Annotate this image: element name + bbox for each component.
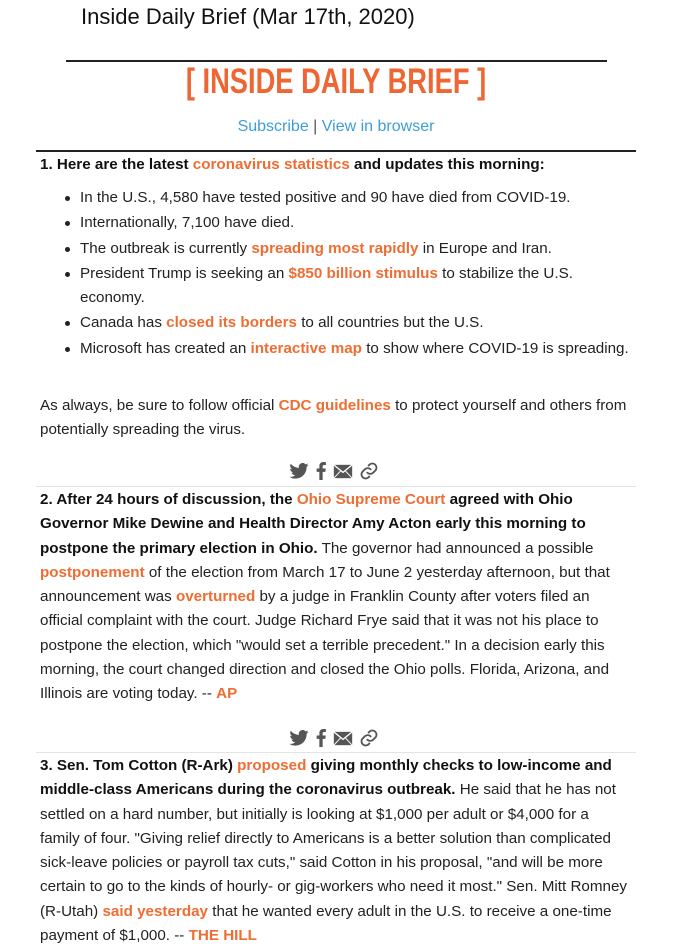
story-1-closing: As always, be sure to follow official CDC guidelines to protect yourself and others from potentially spreading the virus. [40,397,627,439]
list-item: Internationally, 7,100 have died. [80,211,635,235]
list-item: President Trump is seeking an $850 billion stimulus to stabilize the U.S. economy. [80,262,635,311]
closed-borders-link[interactable]: closed its borders [166,314,297,332]
stimulus-link[interactable]: $850 billion stimulus [288,264,438,282]
story-2: 2. After 24 hours of discussion, the Ohio Supreme Court agreed with Ohio Governor Mike Dewine and Health Director Amy Acton early this morning to postpone the primary election in Ohio. The governor had announced a possible postponement of the election from March 17 to June 2 yesterday afternoon, but that announcement was overturned by a judge in Franklin County after voters filed an official complaint with the court. Judge Richard Frye said that it was not his place to postpone the election, which "would set a terrible precedent." In a decision early this morning, the court changed direction and closed the Ohio polls. Florida, Arizona, and Illinois are voting today. -- AP [40,491,610,703]
facebook-icon[interactable] [315,462,327,480]
facebook-icon[interactable] [315,729,327,747]
cdc-guidelines-link[interactable]: CDC guidelines [278,397,391,414]
subscribe-link[interactable]: Subscribe [237,118,309,135]
link-separator: | [313,118,318,135]
list-item: Canada has closed its borders to all countries but the U.S. [80,311,635,335]
story-3-lead: 3. Sen. Tom Cotton (R-Ark) proposed giving monthly checks to low-income and middle-class Americans during the coronavirus outbreak. [40,757,612,799]
ap-source-link[interactable]: AP [216,685,238,703]
twitter-icon[interactable] [289,463,309,479]
view-in-browser-link[interactable]: View in browser [321,118,435,135]
postponement-link[interactable]: postponement [40,563,145,581]
story-2-share-row [289,727,385,749]
list-item: The outbreak is currently spreading most rapidly in Europe and Iran. [80,237,635,261]
list-item: Microsoft has created an interactive map to show where COVID-19 is spreading. [80,337,635,361]
story-1-bullet-list [80,186,635,362]
said-yesterday-link[interactable]: said yesterday [102,902,208,920]
email-icon[interactable] [333,464,353,479]
story-1-lead [40,153,632,177]
spreading-most-rapidly-link[interactable]: spreading most rapidly [251,239,419,257]
story-1-lead-text: 1. Here are the latest coronavirus statistics and updates this morning: [40,156,545,173]
email-icon[interactable] [333,731,353,746]
newsletter-logo: [ INSIDE DAILY BRIEF ] [185,62,487,101]
ohio-supreme-court-link[interactable]: Ohio Supreme Court [296,491,446,508]
overturned-link[interactable]: overturned [175,588,256,606]
story-divider [36,486,636,487]
list-item: In the U.S., 4,580 have tested positive and 90 have died from COVID-19. [80,186,635,210]
story-3: 3. Sen. Tom Cotton (R-Ark) proposed giving monthly checks to low-income and middle-class Americans during the coronavirus outbreak. He said that he has not settled on a hard number, but initially is looking at $1,000 per adult or $4,000 for a family of four. "Giving relief directly to Americans is a better solution than complicated sick-leave policies or payroll tax cuts," said Cotton in his proposal, "and will be more certain to go to the kinds of hourly- or gig-workers who need it most." Sen. Mitt Romney (R-Utah) said yesterday that he wanted every adult in the U.S. to receive a one-time payment of $1,000. -- THE HILL [40,757,627,945]
twitter-icon[interactable] [289,730,309,746]
link-icon[interactable] [359,728,379,748]
subscribe-row [0,118,672,136]
page-title: Inside Daily Brief (Mar 17th, 2020) [81,4,415,29]
the-hill-source-link[interactable]: THE HILL [188,927,257,945]
proposed-link[interactable]: proposed [237,757,307,774]
story-1-share-row [289,460,385,482]
link-icon[interactable] [359,461,379,481]
coronavirus-statistics-link[interactable]: coronavirus statistics [192,156,350,173]
header-divider [36,150,636,152]
story-2-lead: 2. After 24 hours of discussion, the Ohio Supreme Court agreed with Ohio Governor Mike Dewine and Health Director Amy Acton early this morning to postpone the primary election in Ohio. [40,491,586,557]
interactive-map-link[interactable]: interactive map [250,339,362,357]
story-divider [36,752,636,753]
